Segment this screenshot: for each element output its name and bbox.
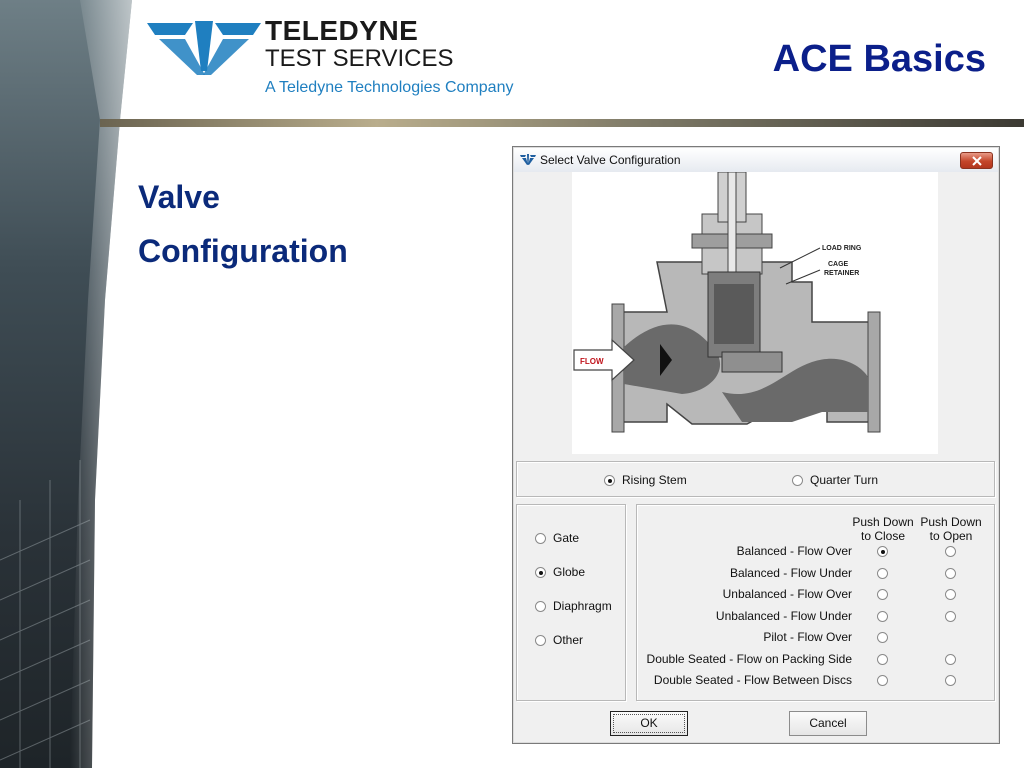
push-down-to-close-header bbox=[845, 515, 921, 543]
balanced-flow-over-open-radio[interactable] bbox=[945, 546, 956, 557]
logo-name-line2: TEST SERVICES bbox=[265, 45, 454, 72]
flow-row-label: Double Seated - Flow on Packing Side bbox=[646, 652, 852, 666]
app-logo-icon bbox=[520, 154, 536, 166]
load-ring-label: LOAD RING bbox=[822, 245, 862, 252]
flow-action-group bbox=[636, 504, 995, 701]
unbalanced-flow-under-close-radio[interactable] bbox=[877, 611, 888, 622]
ok-button[interactable]: OK bbox=[610, 711, 688, 736]
teledyne-logo-icon bbox=[145, 17, 263, 79]
teledyne-logo bbox=[145, 17, 535, 103]
other-radio[interactable] bbox=[535, 635, 546, 646]
push-close-header-line2: to Close bbox=[860, 529, 906, 543]
valve-type-group bbox=[516, 504, 626, 701]
content-heading-line2: Configuration bbox=[138, 233, 348, 269]
push-down-to-open-header bbox=[915, 515, 987, 543]
push-open-header-line1: Push Down bbox=[920, 515, 982, 529]
pilot-flow-over-close-radio[interactable] bbox=[877, 632, 888, 643]
header-divider-stripe bbox=[100, 119, 1024, 127]
decorative-side-band bbox=[0, 0, 132, 768]
globe-label: Globe bbox=[553, 565, 586, 579]
gate-label: Gate bbox=[553, 531, 580, 545]
cage-label: CAGE bbox=[828, 261, 849, 268]
slide-title: ACE Basics bbox=[772, 38, 986, 80]
close-x-icon bbox=[972, 156, 982, 166]
flow-row-label: Unbalanced - Flow Under bbox=[715, 609, 852, 623]
rising-stem-label: Rising Stem bbox=[622, 473, 687, 487]
flow-row-label: Pilot - Flow Over bbox=[763, 630, 852, 644]
double-seated-discs-open-radio[interactable] bbox=[945, 675, 956, 686]
stem-type-group bbox=[516, 461, 995, 497]
retainer-label: RETAINER bbox=[824, 270, 860, 277]
diaphragm-label: Diaphragm bbox=[553, 599, 612, 613]
flow-label: FLOW bbox=[580, 357, 604, 366]
balanced-flow-over-close-radio[interactable] bbox=[877, 546, 888, 557]
flow-row-label: Double Seated - Flow Between Discs bbox=[653, 673, 852, 687]
cancel-button[interactable]: Cancel bbox=[789, 711, 867, 736]
globe-radio[interactable] bbox=[535, 567, 546, 578]
logo-tagline: A Teledyne Technologies Company bbox=[265, 79, 514, 96]
push-close-header-line1: Push Down bbox=[852, 515, 914, 529]
select-valve-configuration-dialog bbox=[512, 146, 1000, 744]
logo-name-line1: TELEDYNE bbox=[265, 15, 419, 46]
quarter-turn-label: Quarter Turn bbox=[810, 473, 879, 487]
flow-row-label: Balanced - Flow Under bbox=[729, 566, 852, 580]
double-seated-discs-close-radio[interactable] bbox=[877, 675, 888, 686]
close-button[interactable] bbox=[960, 152, 993, 169]
valve-cross-section-image bbox=[572, 172, 938, 454]
unbalanced-flow-under-open-radio[interactable] bbox=[945, 611, 956, 622]
unbalanced-flow-over-open-radio[interactable] bbox=[945, 589, 956, 600]
double-seated-packing-close-radio[interactable] bbox=[877, 654, 888, 665]
content-heading bbox=[138, 170, 418, 278]
dialog-titlebar[interactable] bbox=[514, 148, 998, 172]
other-label: Other bbox=[553, 633, 584, 647]
unbalanced-flow-over-close-radio[interactable] bbox=[877, 589, 888, 600]
balanced-flow-under-open-radio[interactable] bbox=[945, 568, 956, 579]
dialog-title: Select Valve Configuration bbox=[540, 153, 681, 167]
flow-row-label: Balanced - Flow Over bbox=[736, 544, 852, 558]
gate-radio[interactable] bbox=[535, 533, 546, 544]
rising-stem-radio[interactable] bbox=[604, 475, 615, 486]
double-seated-packing-open-radio[interactable] bbox=[945, 654, 956, 665]
push-open-header-line2: to Open bbox=[929, 529, 973, 543]
flow-row-label: Unbalanced - Flow Over bbox=[722, 587, 852, 601]
content-heading-line1: Valve bbox=[138, 179, 220, 215]
quarter-turn-radio[interactable] bbox=[792, 475, 803, 486]
balanced-flow-under-close-radio[interactable] bbox=[877, 568, 888, 579]
diaphragm-radio[interactable] bbox=[535, 601, 546, 612]
